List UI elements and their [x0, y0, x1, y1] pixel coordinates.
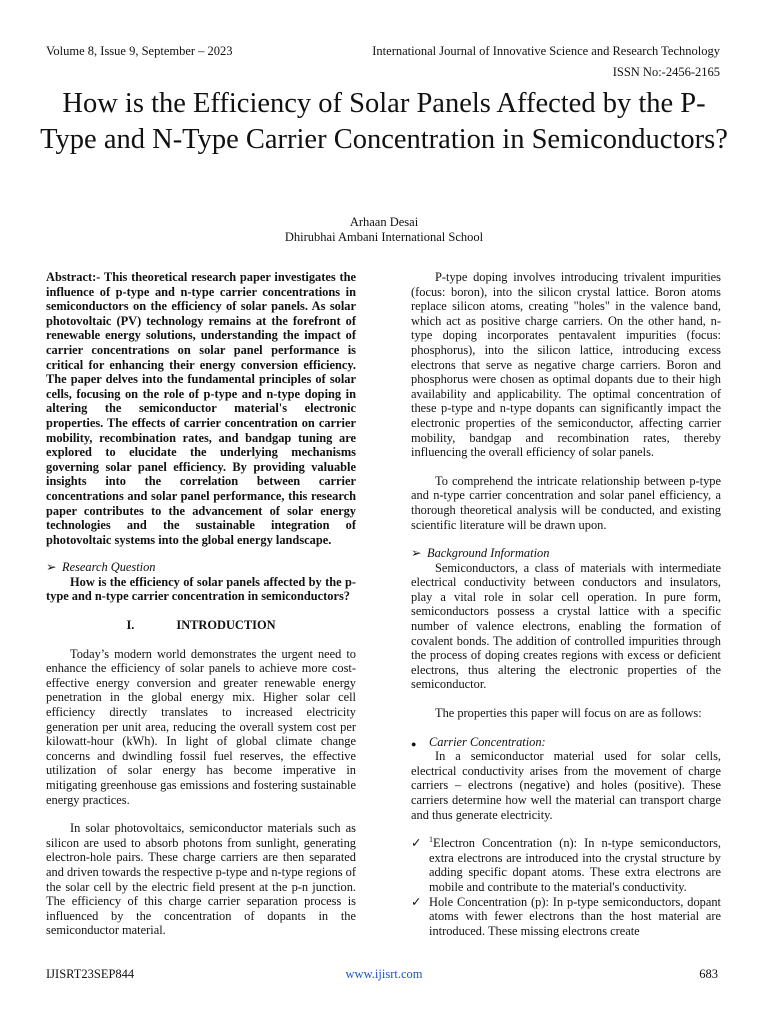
arrow-bullet-icon: ➢ — [411, 546, 422, 561]
author-name: Arhaan Desai — [349, 215, 419, 229]
analysis-paragraph: To comprehend the intricate relationship between p-type and n-type carrier concentration and solar panel efficiency, a thorough theoretical analysis will be conducted, and existing scientific literature will be drawn upon. — [411, 473, 721, 532]
author-block — [0, 215, 768, 245]
intro-heading: I. INTRODUCTION — [126, 618, 276, 633]
paper-title: How is the Efficiency of Solar Panels Affected by the P-Type and N-Type Carrier Concentration in Semiconductors? — [40, 88, 728, 155]
carrier-paragraph: In a semiconductor material used for solar cells, electrical conductivity arises from the movement of charge carriers – electrons (negative) and holes (positive). These carriers determine how well the material can transport charge and thus generate electricity. — [411, 749, 721, 822]
properties-intro: The properties this paper will focus on are as follows: — [435, 706, 702, 721]
arrow-bullet-icon: ➢ — [46, 560, 57, 575]
electron-concentration-item: ✓ $^1$Electron Concentration (n): In n-type semiconductors, extra electrons are introduced into the crystal structure by adding specific dopant atoms. These extra electrons are mobile and contribute to the material's conductivity. — [411, 835, 721, 894]
intro-paragraph-2: In solar photovoltaics, semiconductor materials such as silicon are used to absorb photons from sunlight, generating electron-hole pairs. These charge carriers are then separated and driven towards the respective p-type and n-type regions of the solar cell by the electric field present at the p-n junction. The efficiency of this charge carrier separation process is influenced by the concentration of dopants in the semiconductor material. — [46, 821, 357, 938]
author-affiliation: Dhirubhai Ambani International School — [284, 230, 484, 244]
check-icon: ✓ — [411, 836, 422, 851]
footnote-ref: 1 — [429, 835, 433, 845]
intro-paragraph-1: Today’s modern world demonstrates the urgent need to enhance the efficiency of solar panels to achieve more cost-effective energy conversion and greater renewable energy penetration in the global energy mix. Higher solar cell efficiency directly translates to increased electricity generation per unit area, reducing the overall system cost per kilowatt-hour (kWh). In light of global climate change concerns and dwindling fossil fuel reserves, the effective utilization of solar energy has become imperative in mitigating greenhouse gas emissions and fostering sustainable energy practices. — [46, 646, 356, 807]
bullet-icon: ● — [411, 738, 417, 749]
left-column — [46, 270, 356, 938]
right-column — [411, 270, 721, 938]
hole-concentration-item: ✓ Hole Concentration (p): In p-type semiconductors, dopant atoms with fewer electrons than the host material are introduced. These missing electrons create — [411, 894, 721, 938]
page-number: 683 — [699, 967, 718, 981]
background-paragraph: Semiconductors, a class of materials with intermediate electrical conductivity between conductors and insulators, play a vital role in solar cell operation. In pure form, semiconductors possess a crystal lattice with a specific number of valence electrons, enabling the formation of covalent bonds. The addition of controlled impurities through the process of doping creates regions with excess or deficient electrons, thus altering the electronic properties of the semiconductor. — [411, 560, 721, 692]
paper-id: IJISRT23SEP844 — [46, 967, 135, 981]
issn: ISSN No:-2456-2165 — [612, 65, 720, 79]
research-question-text: How is the efficiency of solar panels affected by the p-type and n-type carrier concentration in semiconductors? — [46, 574, 356, 604]
background-heading: ➢ Background Information — [411, 546, 550, 561]
carrier-concentration-heading: ● Carrier Concentration: — [411, 735, 721, 750]
journal-website-link[interactable]: www.ijisrt.com — [345, 967, 423, 981]
journal-name: International Journal of Innovative Science and Research Technology — [372, 44, 720, 58]
abstract: Abstract:- This theoretical research paper investigates the influence of p-type and n-type carrier concentrations in semiconductors on the efficiency of solar panels. As solar photovoltaic (PV) technology remains at the forefront of renewable energy solutions, understanding the impact of carrier concentrations on solar panel performance is critical for enhancing their energy conversion efficiency. The paper delves into the fundamental principles of solar cells, focusing on the role of p-type and n-type doping in altering the semiconductor material's electronic properties. The effects of carrier concentration on carrier mobility, recombination rates, and bandgap tuning are explored to elucidate the underlying mechanisms governing solar panel efficiency. By providing valuable insights into the correlation between carrier concentrations and solar panel performance, this research paper contributes to the advancement of solar energy technologies and the sustainable integration of photovoltaic systems into the global energy landscape. — [46, 270, 356, 547]
check-icon: ✓ — [411, 894, 422, 909]
volume-info: Volume 8, Issue 9, September – 2023 — [46, 44, 233, 58]
research-question-heading: ➢ Research Question — [46, 560, 156, 575]
doping-paragraph: P-type doping involves introducing trivalent impurities (focus: boron), into the silicon crystal lattice. Boron atoms replace silicon atoms, creating "holes" in the valence band, which act as positive charge carriers. On the other hand, n-type doping incorporates pentavalent impurities (focus: phosphorus), into the silicon lattice, introducing excess electrons that serve as negative charge carriers. Boron and phosphorus were chosen as optimal dopants due to their high availability and applicability. The optimal concentration of these p-type and n-type dopants can significantly impact the electronic properties of the semiconductor, affecting carrier mobility, bandgap and recombination rates, thereby influencing the overall efficiency of solar panels. — [411, 270, 721, 460]
